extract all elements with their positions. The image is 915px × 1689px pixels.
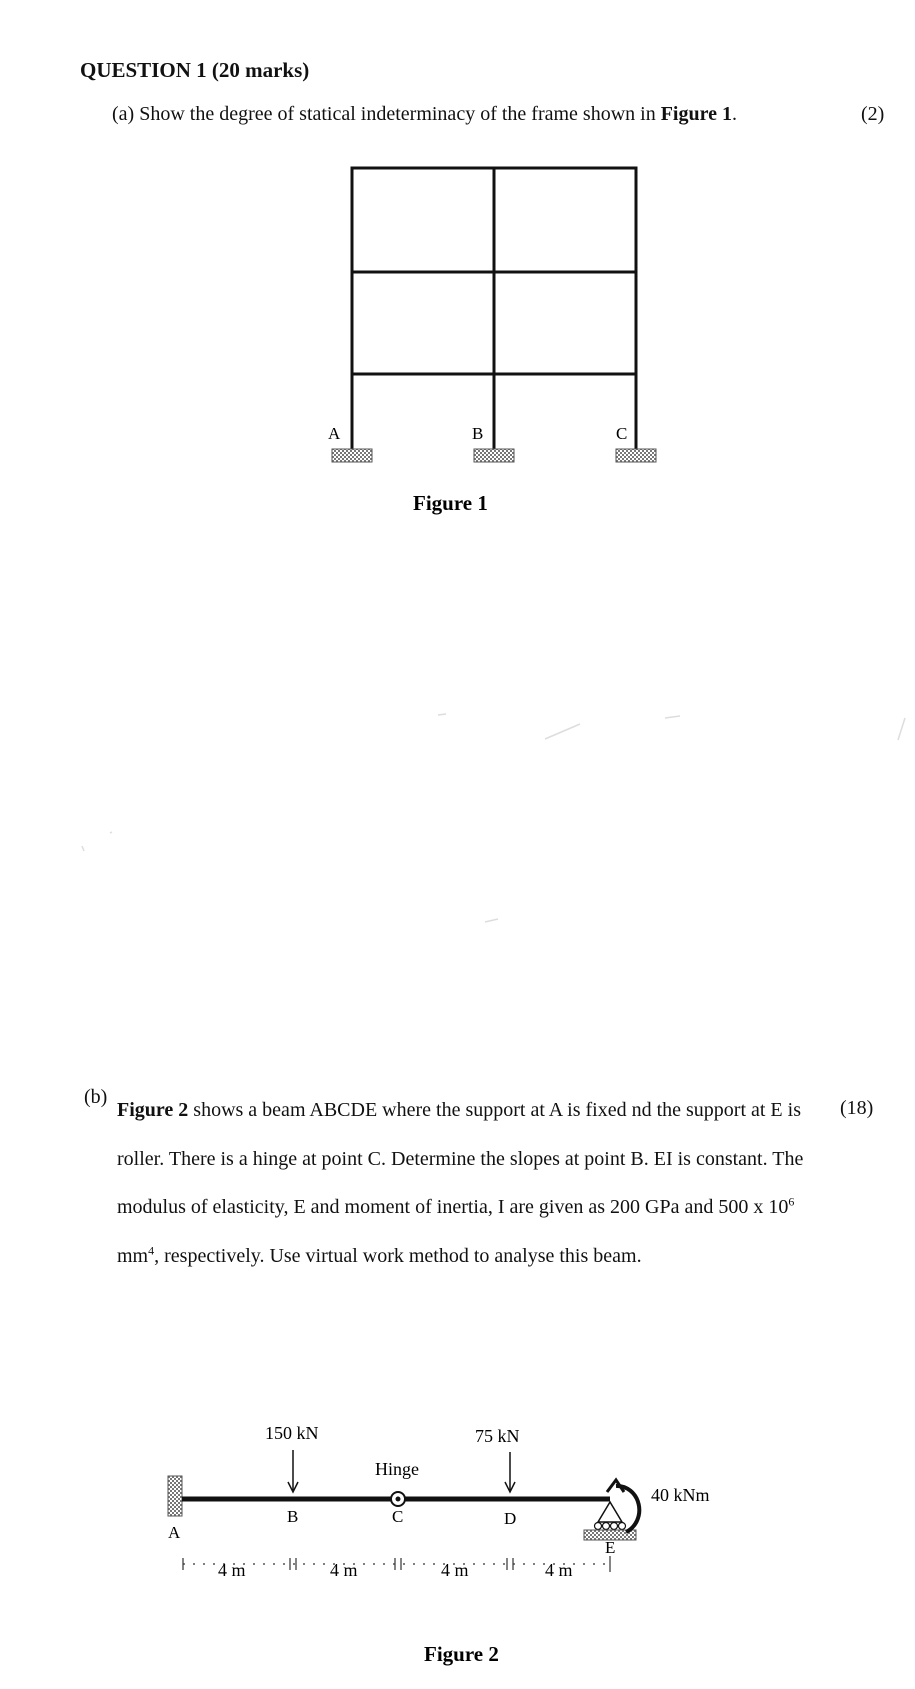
hinge-c-pin <box>396 1497 401 1502</box>
span-label-de: 4 m <box>545 1560 573 1580</box>
support-label-c: C <box>616 424 628 443</box>
span-label-cd: 4 m <box>441 1560 469 1580</box>
roller-e-wheel-2 <box>603 1523 610 1530</box>
part-b-exp-2: 4 <box>148 1242 155 1257</box>
question-title: QUESTION 1 (20 marks) <box>80 58 310 82</box>
scan-artifacts-mid <box>0 700 915 940</box>
support-a-fixed <box>332 449 372 462</box>
part-b-label: (b) <box>84 1086 108 1108</box>
part-a-marks: (2) <box>861 103 885 125</box>
roller-e-wheel-1 <box>595 1523 602 1530</box>
roller-e-wheel-3 <box>611 1523 618 1530</box>
part-a-figure-ref: Figure 1 <box>660 103 732 125</box>
point-label-d: D <box>504 1509 517 1528</box>
part-a-label: (a) <box>112 103 135 125</box>
point-label-b: B <box>287 1507 299 1526</box>
part-a-text-after: . <box>732 103 737 125</box>
figure-2-beam <box>0 1400 915 1689</box>
support-label-b: B <box>472 424 484 443</box>
point-label-c: C <box>392 1507 404 1526</box>
part-a-text-before: Show the degree of statical indeterminacy of the frame shown in <box>139 103 661 125</box>
figure-1-caption: Figure 1 <box>413 491 488 515</box>
load-d-label: 75 kN <box>475 1426 520 1446</box>
point-label-e: E <box>605 1538 616 1557</box>
moment-label: 40 kNm <box>651 1485 710 1505</box>
load-b-label: 150 kN <box>265 1423 319 1443</box>
part-b-text-1: shows a beam ABCDE where the support at A is fixed nd the support at E is roller. There is a hinge at point C. Determine the slopes at point B. EI is constant. The modulus of elasticity, E and moment of inertia, I are given as 200 GPa and 500 x 10 <box>117 1099 804 1218</box>
part-b-text-3: , respectively. Use virtual work method to analyse this beam. <box>154 1244 642 1267</box>
support-label-a: A <box>328 424 341 443</box>
support-b-fixed <box>474 449 514 462</box>
roller-e-triangle <box>598 1502 622 1522</box>
figure-2-caption: Figure 2 <box>424 1642 499 1666</box>
point-label-a: A <box>168 1523 181 1542</box>
roller-e-wheel-4 <box>619 1523 626 1530</box>
part-b-exp-1: 6 <box>788 1194 795 1209</box>
span-label-bc: 4 m <box>330 1560 358 1580</box>
hinge-label: Hinge <box>375 1459 419 1479</box>
part-b-marks: (18) <box>840 1097 874 1119</box>
figure-1-frame <box>0 0 915 560</box>
part-b-text <box>117 1086 807 1280</box>
support-c-fixed <box>616 449 656 462</box>
part-b-figure-ref: Figure 2 <box>117 1099 189 1121</box>
frame-members <box>352 168 636 449</box>
moment-arrowhead <box>607 1480 624 1492</box>
part-b-text-2: mm <box>117 1244 149 1267</box>
support-a-fixed-wall <box>168 1476 182 1516</box>
span-label-ab: 4 m <box>218 1560 246 1580</box>
